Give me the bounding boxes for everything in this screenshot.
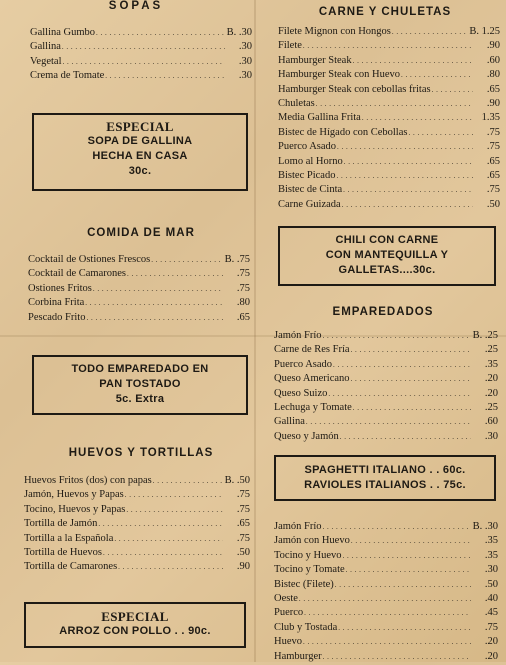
- menu-item: [278, 199, 500, 213]
- menu-item-name: Hamburger Steak: [278, 54, 352, 66]
- dot-leader: [323, 521, 471, 532]
- dot-leader: [103, 547, 223, 558]
- dot-leader: [392, 26, 468, 37]
- section-title-emparedados: EMPAREDADOS: [332, 306, 434, 318]
- menu-item-price: .65: [236, 311, 250, 323]
- menu-item-name: Hamburger Steak con Huevo: [278, 69, 400, 81]
- dot-leader: [299, 593, 471, 604]
- dot-leader: [362, 112, 473, 123]
- dot-leader: [125, 489, 223, 500]
- menu-item: [278, 184, 500, 198]
- menu-item-price: .90: [486, 40, 500, 52]
- menu-item-name: Filete: [278, 40, 302, 52]
- menu-item: [278, 84, 500, 98]
- menu-item: [274, 550, 498, 564]
- menu-item-price: .75: [236, 532, 250, 544]
- menu-item-price: .50: [236, 546, 250, 558]
- menu-item-name: Media Gallina Frita: [278, 112, 361, 124]
- menu-item: [274, 651, 498, 665]
- menu-item-name: Gallina Gumbo: [30, 27, 96, 38]
- menu-item: [274, 402, 498, 416]
- menu-item-price: .60: [486, 54, 500, 66]
- dot-leader: [114, 533, 223, 544]
- menu-item: [274, 622, 498, 636]
- dot-leader: [337, 141, 473, 152]
- box-line: CHILI CON CARNE: [335, 234, 439, 246]
- sopas-list: [30, 27, 252, 85]
- dot-leader: [62, 41, 225, 52]
- menu-item-name: Pescado Frito: [28, 311, 86, 323]
- menu-item-price: .75: [236, 268, 250, 280]
- menu-item-name: Bistec Picado: [278, 169, 336, 181]
- menu-item-name: Lomo al Horno: [278, 155, 343, 167]
- menu-item-price: .25: [484, 344, 498, 356]
- menu-item-price: .75: [236, 503, 250, 515]
- dot-leader: [63, 56, 226, 67]
- menu-item-price: .50: [484, 578, 498, 590]
- menu-item-name: Hamburger Steak con cebollas fritas: [278, 83, 431, 95]
- menu-item-name: Queso y Jamón: [274, 430, 339, 442]
- menu-item-name: Cocktail de Camarones: [28, 268, 126, 280]
- section-title-sopas: SOPAS: [108, 0, 164, 12]
- menu-item-price: .25: [484, 401, 498, 413]
- menu-item: [274, 521, 498, 535]
- menu-item: [30, 70, 252, 84]
- dot-leader: [335, 579, 471, 590]
- box-line: 5c. Extra: [115, 393, 165, 405]
- dot-leader: [127, 268, 223, 279]
- dot-leader: [153, 475, 223, 486]
- dot-leader: [151, 254, 223, 265]
- menu-item-price: .30: [484, 430, 498, 442]
- menu-item-name: Puerco: [274, 607, 304, 619]
- menu-item: [274, 344, 498, 358]
- menu-item-name: Bistec de Cinta: [278, 184, 343, 196]
- menu-item-name: Lechuga y Tomate: [274, 401, 352, 413]
- menu-item: [274, 330, 498, 344]
- menu-item: [24, 561, 250, 575]
- menu-item-price: .60: [484, 416, 498, 428]
- section-title-carne-y-chuletas: CARNE Y CHULETAS: [318, 6, 452, 18]
- menu-item-name: Gallina: [274, 416, 305, 428]
- menu-item: [28, 297, 250, 311]
- menu-item: [30, 56, 252, 70]
- menu-item-price: .75: [236, 489, 250, 501]
- dot-leader: [328, 388, 471, 399]
- box-line: GALLETAS....30c.: [338, 264, 436, 276]
- dot-leader: [351, 344, 471, 355]
- menu-item-price: .30: [484, 564, 498, 576]
- dot-leader: [333, 359, 471, 370]
- dot-leader: [118, 561, 223, 572]
- menu-item: [278, 26, 500, 40]
- menu-item-name: Gallina: [30, 41, 61, 53]
- menu-item: [274, 579, 498, 593]
- especial-sopa-box: [32, 113, 248, 191]
- dot-leader: [340, 431, 471, 442]
- box-line: PAN TOSTADO: [99, 378, 181, 390]
- menu-item: [28, 254, 250, 268]
- menu-item-name: Jamón, Huevos y Papas: [24, 489, 124, 501]
- emparedados-list: [274, 330, 498, 445]
- menu-item-name: Chuletas: [278, 97, 315, 109]
- menu-item-price: B. 1.25: [469, 26, 500, 37]
- menu-item: [278, 170, 500, 184]
- menu-item-price: .20: [484, 387, 498, 399]
- dot-leader: [98, 518, 223, 529]
- menu-item-name: Vegetal: [30, 55, 62, 67]
- menu-item-name: Jamón Frío: [274, 521, 322, 532]
- menu-item: [278, 69, 500, 83]
- menu-item-price: .65: [486, 155, 500, 167]
- dot-leader: [86, 312, 223, 323]
- menu-item: [24, 547, 250, 561]
- menu-item: [24, 475, 250, 489]
- menu-item-price: .40: [484, 592, 498, 604]
- box-line: CON MANTEQUILLA Y: [325, 249, 449, 261]
- menu-item-name: Bistec de Hígado con Cebollas: [278, 126, 408, 138]
- dot-leader: [351, 373, 471, 384]
- otros-list: [274, 521, 498, 665]
- menu-item-price: .75: [486, 126, 500, 138]
- menu-item-price: B. .25: [472, 330, 498, 341]
- menu-item-name: Carne Guizada: [278, 198, 341, 210]
- menu-item-name: Crema de Tomate: [30, 70, 105, 82]
- menu-item-price: .45: [484, 607, 498, 619]
- menu-item: [274, 373, 498, 387]
- menu-item-price: .75: [486, 184, 500, 196]
- section-title-comida-de-mar: COMIDA DE MAR: [87, 227, 195, 239]
- dot-leader: [344, 156, 473, 167]
- menu-item-price: .50: [486, 198, 500, 210]
- menu-item-name: Jamón con Huevo: [274, 535, 350, 547]
- menu-item-name: Queso Americano: [274, 373, 350, 385]
- menu-item-name: Bistec (Filete): [274, 578, 334, 590]
- menu-item-name: Queso Suizo: [274, 387, 328, 399]
- especial-line: HECHA EN CASA: [92, 150, 188, 162]
- dot-leader: [303, 40, 473, 51]
- menu-item-name: Jamón Frío: [274, 330, 322, 341]
- menu-item-price: .35: [484, 358, 498, 370]
- menu-item-price: .35: [484, 549, 498, 561]
- menu-item: [24, 489, 250, 503]
- dot-leader: [432, 84, 473, 95]
- dot-leader: [323, 651, 471, 662]
- huevos-list: [24, 475, 250, 576]
- menu-item-price: .65: [486, 169, 500, 181]
- menu-item: [28, 283, 250, 297]
- menu-item-name: Carne de Res Fría: [274, 344, 350, 356]
- menu-item: [274, 593, 498, 607]
- section-title-huevos-y-tortillas: HUEVOS Y TORTILLAS: [68, 447, 214, 459]
- menu-item-price: .80: [236, 297, 250, 309]
- especial-label: ESPECIAL: [106, 119, 174, 134]
- menu-item-price: .30: [238, 55, 252, 67]
- menu-item-price: B. .30: [226, 27, 252, 38]
- menu-item: [274, 564, 498, 578]
- dot-leader: [401, 69, 473, 80]
- dot-leader: [338, 622, 471, 633]
- dot-leader: [343, 184, 473, 195]
- box-line: TODO EMPAREDADO EN: [71, 363, 209, 375]
- chili-box: [278, 226, 496, 286]
- menu-item-price: .80: [486, 69, 500, 81]
- menu-item: [28, 268, 250, 282]
- menu-item: [24, 518, 250, 532]
- box-line: ARROZ CON POLLO . . 90c.: [59, 625, 211, 637]
- menu-item-price: .30: [238, 70, 252, 82]
- menu-item-price: B. .30: [472, 521, 498, 532]
- menu-item: [274, 607, 498, 621]
- menu-item-price: .35: [484, 535, 498, 547]
- menu-item: [278, 127, 500, 141]
- dot-leader: [96, 27, 225, 38]
- menu-item-name: Tortilla de Jamón: [24, 518, 98, 530]
- menu-item: [278, 112, 500, 126]
- comida-de-mar-list: [28, 254, 250, 326]
- menu-item-price: .65: [486, 83, 500, 95]
- dot-leader: [353, 402, 471, 413]
- menu-item-name: Huevos Fritos (dos) con papas: [24, 475, 152, 486]
- menu-item-price: .65: [236, 518, 250, 530]
- box-line: SPAGHETTI ITALIANO . . 60c.: [304, 464, 466, 476]
- dot-leader: [85, 297, 223, 308]
- menu-item: [278, 98, 500, 112]
- menu-item: [30, 27, 252, 41]
- dot-leader: [105, 70, 225, 81]
- menu-item: [24, 533, 250, 547]
- menu-item-price: .75: [484, 621, 498, 633]
- especial-line: SOPA DE GALLINA: [87, 135, 193, 147]
- menu-item: [278, 40, 500, 54]
- menu-item-price: .30: [238, 41, 252, 53]
- menu-item-name: Tortilla de Huevos: [24, 546, 102, 558]
- dot-leader: [346, 564, 471, 575]
- especial-price: 30c.: [128, 165, 152, 177]
- menu-item-name: Club y Tostada: [274, 621, 338, 633]
- menu-item-price: .20: [484, 650, 498, 662]
- menu-item-name: Cocktail de Ostiones Frescos: [28, 254, 151, 265]
- menu-item-name: Filete Mignon con Hongos: [278, 26, 391, 37]
- menu-item: [278, 55, 500, 69]
- dot-leader: [316, 98, 473, 109]
- menu-item-price: .90: [236, 561, 250, 573]
- menu-item-name: Oeste: [274, 592, 298, 604]
- dot-leader: [126, 504, 223, 515]
- menu-item: [28, 312, 250, 326]
- menu-item-name: Huevo: [274, 636, 302, 648]
- menu-item: [274, 359, 498, 373]
- box-line: RAVIOLES ITALIANOS . . 75c.: [304, 479, 466, 491]
- paper-fold-vertical: [254, 0, 256, 662]
- dot-leader: [351, 535, 471, 546]
- menu-item-name: Tortilla a la Española: [24, 532, 114, 544]
- carne-list: [278, 26, 500, 213]
- especial-arroz-box: [24, 602, 246, 648]
- dot-leader: [353, 55, 473, 66]
- menu-item: [24, 504, 250, 518]
- especial-label: ESPECIAL: [101, 609, 169, 624]
- dot-leader: [323, 330, 471, 341]
- menu-item-price: B. .75: [224, 254, 250, 265]
- dot-leader: [306, 416, 471, 427]
- menu-item-name: Hamburger: [274, 650, 322, 662]
- menu-item-price: .20: [484, 636, 498, 648]
- menu-item-price: .75: [486, 141, 500, 153]
- menu-item-name: Tocino y Huevo: [274, 549, 342, 561]
- menu-item-name: Tocino, Huevos y Papas: [24, 503, 126, 515]
- spaghetti-box: [274, 455, 496, 501]
- dot-leader: [342, 199, 473, 210]
- menu-item-price: 1.35: [481, 112, 500, 124]
- menu-item: [278, 141, 500, 155]
- menu-item: [274, 535, 498, 549]
- menu-item-name: Puerco Asado: [274, 358, 333, 370]
- dot-leader: [303, 636, 471, 647]
- dot-leader: [343, 550, 471, 561]
- dot-leader: [336, 170, 473, 181]
- dot-leader: [408, 127, 473, 138]
- menu-item: [274, 431, 498, 445]
- emparedado-tostado-box: [32, 355, 248, 415]
- dot-leader: [93, 283, 223, 294]
- menu-item-price: .20: [484, 373, 498, 385]
- menu-item-name: Tortilla de Camarones: [24, 561, 118, 573]
- menu-item: [274, 636, 498, 650]
- menu-item-name: Puerco Asado: [278, 141, 337, 153]
- menu-item-name: Corbina Frita: [28, 297, 85, 309]
- menu-item-price: .90: [486, 97, 500, 109]
- menu-item: [274, 416, 498, 430]
- menu-item: [274, 388, 498, 402]
- menu-item-name: Tocino y Tomate: [274, 564, 345, 576]
- menu-item-name: Ostiones Fritos: [28, 282, 92, 294]
- menu-item: [30, 41, 252, 55]
- dot-leader: [304, 607, 471, 618]
- menu-item-price: .75: [236, 282, 250, 294]
- menu-item-price: B. .50: [224, 475, 250, 486]
- menu-item: [278, 156, 500, 170]
